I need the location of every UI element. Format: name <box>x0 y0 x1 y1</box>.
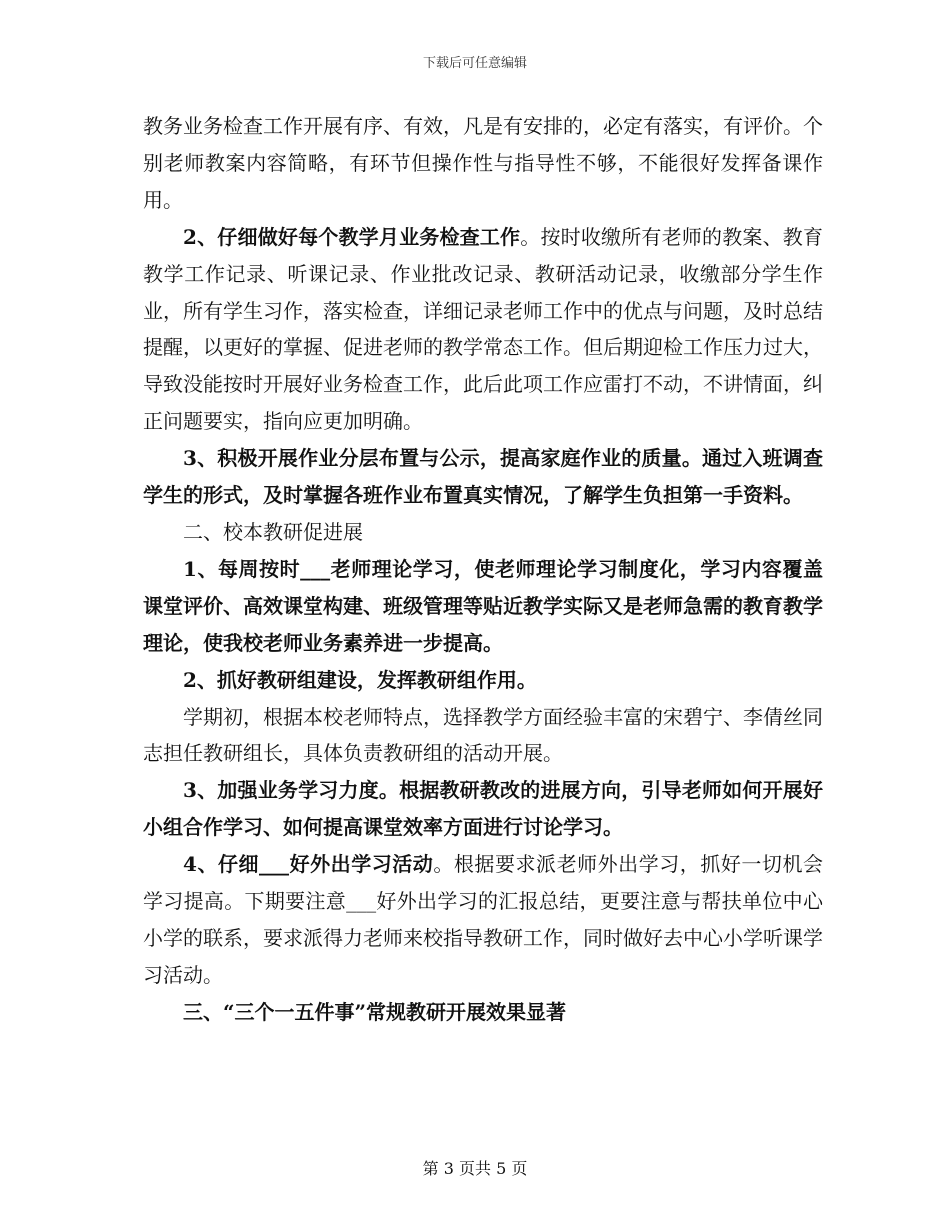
paragraph-2 <box>143 219 823 440</box>
paragraph-5 <box>143 551 823 662</box>
page-footer-number: 第 3 页共 5 页 <box>422 1159 528 1178</box>
section-heading-3 <box>143 994 823 1031</box>
paragraph-text: 二、校本教研促进展 <box>183 519 363 544</box>
paragraph-lead: 三、“三个一五件事”常规教研开展效果显著 <box>183 999 567 1024</box>
paragraph-text: 。按时收缴所有老师的教案、教育教学工作记录、听课记录、作业批改记录、教研活动记录，收缴部分学生作业，所有学生习作，落实检查，详细记录老师工作中的优点与问题，及时总结提醒，以更好的掌握、促进老师的教学常态工作。但后期迎检工作压力过大，导致没能按时开展好业务检查工作，此后此项工作应雷打不动，不讲情面，纠正问题要实，指向应更加明确。 <box>143 224 823 434</box>
document-body <box>143 108 823 1031</box>
paragraph-9 <box>143 846 823 994</box>
paragraph-lead: 3、积极开展作业分层布置与公示，提高家庭作业的质量。通过入班调查学生的形式，及时掌握各班作业布置真实情况，了解学生负担第一手资料。 <box>143 446 823 508</box>
paragraph-lead: 3、加强业务学习力度。根据教研教改的进展方向，引导老师如何开展好小组合作学习、如何提高课堂效率方面进行讨论学习。 <box>143 778 823 840</box>
paragraph-lead: 2、仔细做好每个教学月业务检查工作 <box>183 224 521 249</box>
paragraph-text: 。根据要求派老师外出学习，抓好一切机会学习提高。下期要注意___好外出学习的汇报总结，更要注意与帮扶单位中心小学的联系，要求派得力老师来校指导教研工作，同时做好去中心小学听课学习活动。 <box>143 852 824 987</box>
paragraph-3 <box>143 440 823 514</box>
paragraph-lead: 1、每周按时___老师理论学习，使老师理论学习制度化，学习内容覆盖课堂评价、高效课堂构建、班级管理等贴近教学实际又是老师急需的教育教学理论，使我校老师业务素养进一步提高。 <box>143 556 823 655</box>
paragraph-7 <box>143 699 823 773</box>
paragraph-1 <box>143 108 823 219</box>
paragraph-text: 学期初，根据本校老师特点，选择教学方面经验丰富的宋碧宁、李倩丝同志担任教研组长，具体负责教研组的活动开展。 <box>143 704 823 766</box>
section-heading-2 <box>143 514 823 551</box>
paragraph-lead: 4、仔细___好外出学习活动 <box>183 852 434 877</box>
page-header-note: 下载后可任意编辑 <box>422 56 527 71</box>
paragraph-6 <box>143 662 823 699</box>
paragraph-lead: 2、抓好教研组建设，发挥教研组作用。 <box>183 667 537 692</box>
paragraph-8 <box>143 772 823 846</box>
paragraph-text: 教务业务检查工作开展有序、有效，凡是有安排的，必定有落实，有评价。个别老师教案内容简略，有环节但操作性与指导性不够，不能很好发挥备课作用。 <box>143 114 823 212</box>
